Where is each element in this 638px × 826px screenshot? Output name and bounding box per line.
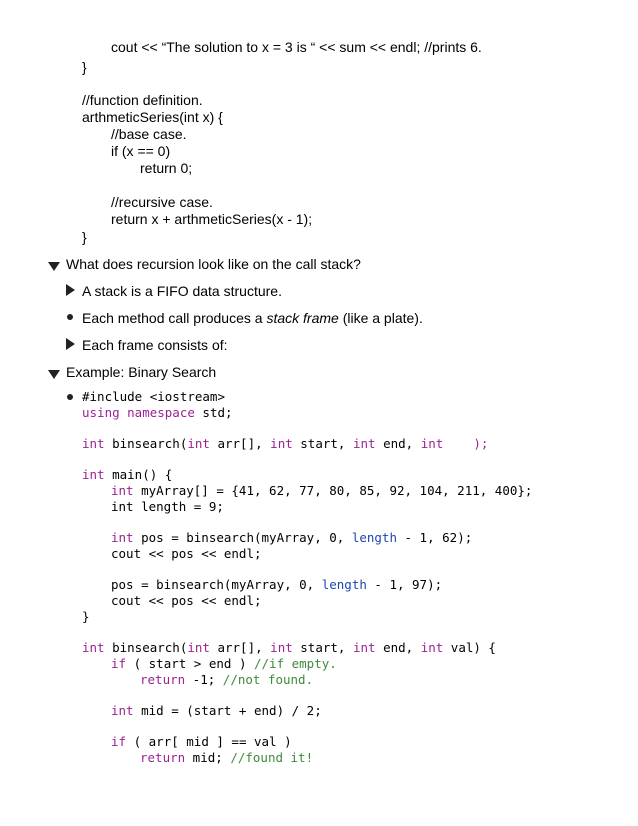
code-text: start, xyxy=(292,436,353,451)
code-text: val) { xyxy=(443,640,496,655)
code-if-found xyxy=(111,734,292,750)
code-text: ( arr[ mid ] == val ) xyxy=(126,734,292,749)
code-comment: //if empty. xyxy=(254,656,337,671)
code-text: arr[], xyxy=(209,436,271,451)
keyword: int xyxy=(270,436,293,451)
code-return-found xyxy=(140,750,313,766)
code-text: myArray[] = {41, 62, 77, 80, 85, 92, 104, 211, 400}; xyxy=(133,483,533,498)
code-main-signature xyxy=(82,467,172,483)
code-text: mid; xyxy=(185,750,231,765)
code-cout-first: cout << pos << endl; xyxy=(111,546,262,561)
keyword: int xyxy=(82,436,105,451)
code-text: binsearch( xyxy=(104,436,188,451)
keyword: int xyxy=(187,436,210,451)
code-line-function-signature: arthmeticSeries(int x) { xyxy=(82,109,223,125)
bullet-icon xyxy=(67,394,73,400)
code-text: ); xyxy=(443,436,489,451)
code-mid-declaration xyxy=(111,703,322,719)
keyword: if xyxy=(111,656,127,671)
keyword: int xyxy=(82,467,105,482)
disclosure-triangle-expanded-icon[interactable] xyxy=(48,370,60,379)
code-include: #include <iostream> xyxy=(82,389,225,404)
code-line-brace-close-2: } xyxy=(82,229,87,245)
code-line-recursive-comment: //recursive case. xyxy=(111,194,213,210)
code-using-namespace xyxy=(82,405,233,421)
code-cout-second: cout << pos << endl; xyxy=(111,593,262,608)
code-binsearch-definition xyxy=(82,640,496,656)
keyword: int xyxy=(111,530,134,545)
code-prototype xyxy=(82,436,488,452)
code-text: binsearch( xyxy=(104,640,188,655)
disclosure-triangle-collapsed-icon[interactable] xyxy=(66,284,75,296)
identifier: length xyxy=(321,577,367,592)
code-text: end, xyxy=(375,640,421,655)
code-text: ( start > end ) xyxy=(126,656,254,671)
code-pos-first-call xyxy=(111,530,472,546)
code-text: pos = binsearch(myArray, 0, xyxy=(133,530,352,545)
code-comment: //found it! xyxy=(230,750,314,765)
code-text: mid = (start + end) / 2; xyxy=(133,703,322,718)
keyword: using namespace xyxy=(82,405,195,420)
stack-frame-text-em: stack frame xyxy=(266,310,339,326)
code-line-cout-solution: cout << “The solution to x = 3 is “ << sum << endl; //prints 6. xyxy=(111,39,482,55)
code-text: - 1, 97); xyxy=(366,577,443,592)
code-if-empty xyxy=(111,656,337,672)
keyword: int xyxy=(111,483,134,498)
code-text: end, xyxy=(375,436,421,451)
code-line-return-zero: return 0; xyxy=(140,160,193,176)
keyword: int xyxy=(82,640,105,655)
code-text: start, xyxy=(292,640,353,655)
code-line-recursive-return: return x + arthmeticSeries(x - 1); xyxy=(111,211,313,227)
keyword: return xyxy=(140,750,186,765)
code-text: std; xyxy=(194,405,233,420)
outline-heading-binary-search: Example: Binary Search xyxy=(66,364,217,380)
code-return-not-found xyxy=(140,672,313,688)
outline-item-stack-fifo: A stack is a FIFO data structure. xyxy=(82,283,282,299)
keyword: int xyxy=(111,703,134,718)
code-line-if-zero: if (x == 0) xyxy=(111,143,171,159)
code-text: - 1, 62); xyxy=(396,530,473,545)
code-text: main() { xyxy=(104,467,173,482)
bullet-icon xyxy=(67,314,73,320)
stack-frame-text-post: (like a plate). xyxy=(338,310,423,326)
keyword: int xyxy=(420,436,444,451)
outline-item-frame-consists: Each frame consists of: xyxy=(82,337,228,353)
outline-heading-call-stack: What does recursion look like on the call stack? xyxy=(66,256,361,272)
code-line-function-comment: //function definition. xyxy=(82,92,203,108)
keyword: int xyxy=(420,640,444,655)
keyword: if xyxy=(111,734,127,749)
keyword: return xyxy=(140,672,186,687)
code-text: arr[], xyxy=(209,640,271,655)
code-text: pos = binsearch(myArray, 0, xyxy=(111,577,322,592)
code-line-brace-close: } xyxy=(82,59,87,75)
identifier: length xyxy=(351,530,397,545)
code-length-declaration: int length = 9; xyxy=(111,499,224,514)
code-comment: //not found. xyxy=(222,672,314,687)
code-pos-second-call xyxy=(111,577,442,593)
disclosure-triangle-expanded-icon[interactable] xyxy=(48,262,60,271)
disclosure-triangle-collapsed-icon[interactable] xyxy=(66,338,75,350)
code-main-close: } xyxy=(82,609,90,624)
keyword: int xyxy=(270,640,293,655)
code-array-declaration xyxy=(111,483,532,499)
keyword: int xyxy=(187,640,210,655)
stack-frame-text-pre: Each method call produces a xyxy=(82,310,267,326)
keyword: int xyxy=(352,436,376,451)
code-text: -1; xyxy=(185,672,223,687)
code-line-base-case-comment: //base case. xyxy=(111,126,187,142)
outline-item-stack-frame xyxy=(82,310,423,326)
keyword: int xyxy=(352,640,376,655)
